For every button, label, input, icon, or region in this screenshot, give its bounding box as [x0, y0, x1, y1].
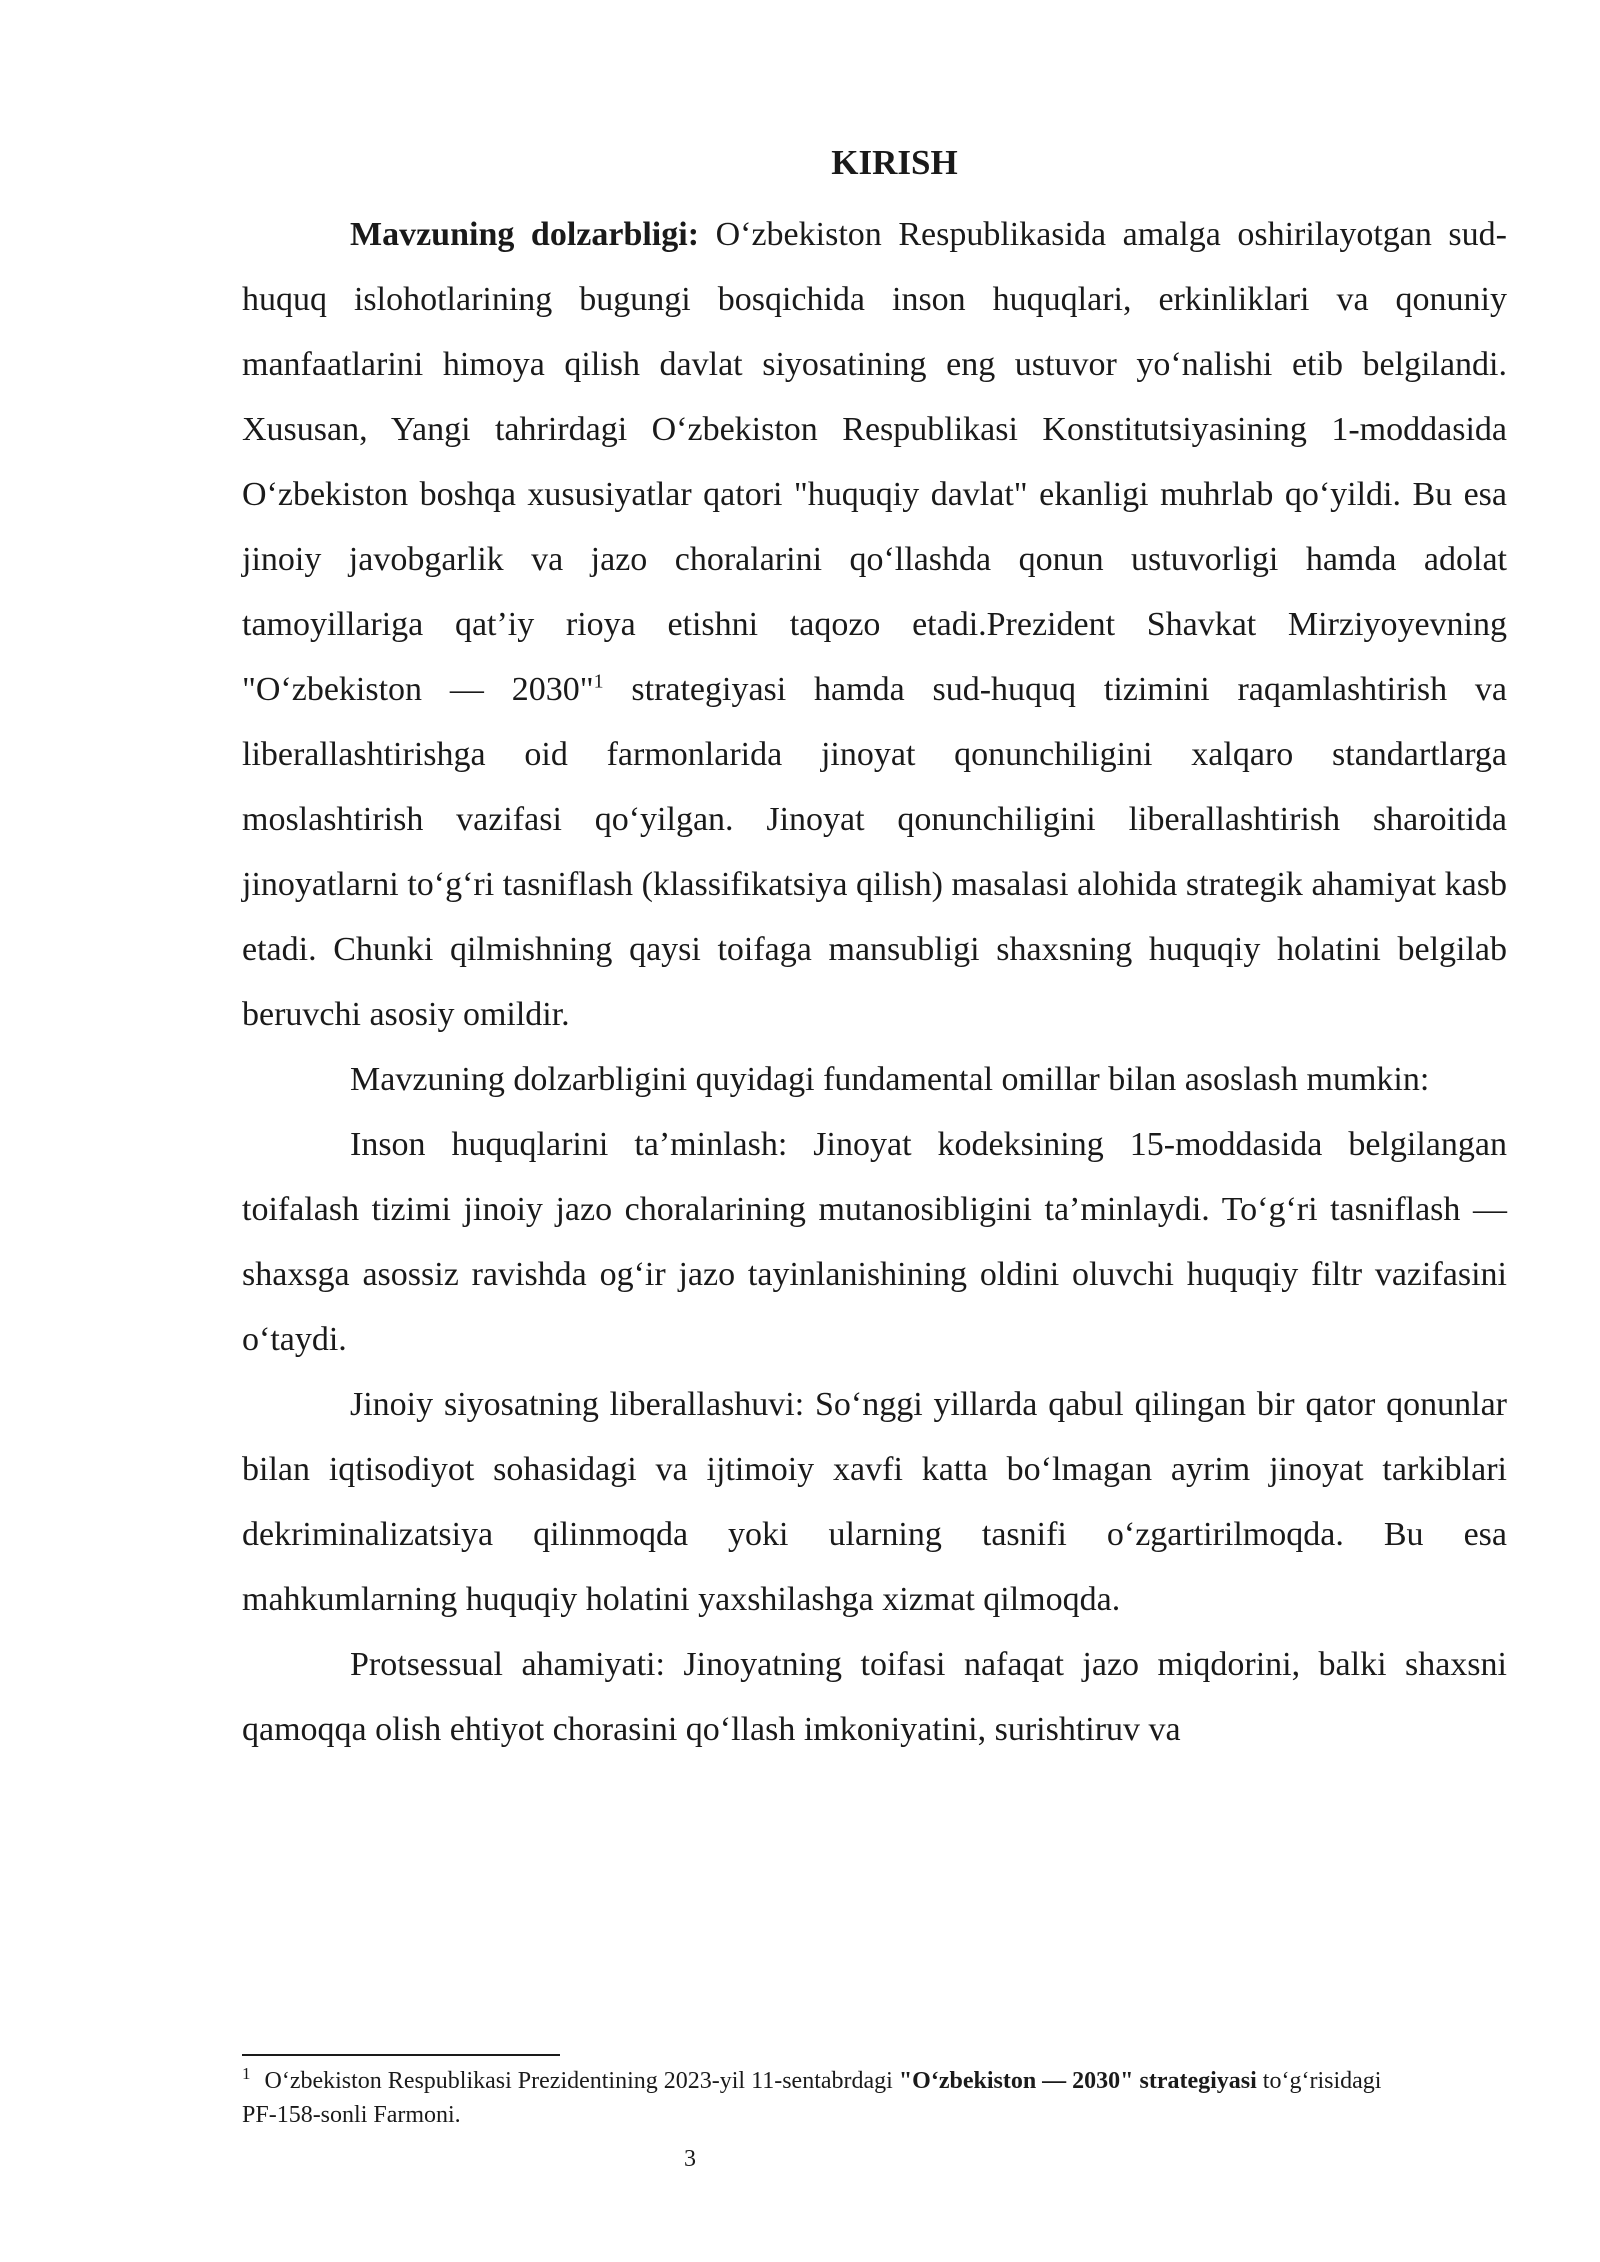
footnote-strong-text: "O‘zbekiston — 2030" strategiyasi: [898, 2068, 1257, 2094]
paragraph-relevance: [242, 202, 1507, 1047]
paragraph-lead: Mavzuning dolzarbligi:: [350, 216, 700, 253]
footnote-text-end: to‘g‘risidagi PF-158-sonli Farmoni.: [242, 2068, 1382, 2128]
page-number: 3: [684, 2146, 696, 2172]
paragraph-procedural: Protsessual ahamiyati: Jinoyatning toifasi nafaqat jazo miqdorini, balki shaxsni qamoqqa olish ehtiyot chorasini qo‘llash imkoniyatini, surishtiruv va: [242, 1646, 1507, 1748]
paragraph-factors-intro: Mavzuning dolzarbligini quyidagi fundamental omillar bilan asoslash mumkin:: [350, 1061, 1430, 1098]
footnote-separator: [242, 2054, 560, 2056]
footnote: [242, 2064, 1392, 2132]
paragraph-human-rights: Inson huquqlarini ta’minlash: Jinoyat kodeksining 15-moddasida belgilangan toifalash tizimi jinoiy jazo choralarining mutanosibligini ta’minlaydi. To‘g‘ri tasniflash — shaxsga asossiz ravishda og‘ir jazo tayinlanishining oldini oluvchi huquqiy filtr vazifasini o‘taydi.: [242, 1126, 1507, 1358]
paragraph-text: O‘zbekiston Respublikasida amalga oshirilayotgan sud-huquq islohotlarining bugungi bosqichida inson huquqlari, erkinliklari va qonuniy manfaatlarini himoya qilish davlat siyosatining eng ustuvor yo‘nalishi etib belgilandi. Xususan, Yangi tahrirdagi O‘zbekiston Respublikasi Konstitutsiyasining 1-moddasida O‘zbekiston boshqa xususiyatlar qatori "huquqiy davlat" ekanligi muhrlab qo‘yildi. Bu esa jinoiy javobgarlik va jazo choralarini qo‘llashda qonun ustuvorligi hamda adolat tamoyillariga qat’iy rioya etishni taqozo etadi.Prezident Shavkat Mirziyoyevning "O‘zbekiston — 2030": [242, 216, 1507, 708]
paragraph-text: strategiyasi hamda sud-huquq tizimini raqamlashtirish va liberallashtirishga oid farmonlarida jinoyat qonunchiligini xalqaro standartlarga moslashtirish vazifasi qo‘yilgan. Jinoyat qonunchiligini liberallashtirish sharoitida jinoyatlarni to‘g‘ri tasniflash (klassifikatsiya qilish) masalasi alohida strategik ahamiyat kasb etadi. Chunki qilmishning qaysi toifaga mansubligi shaxsning huquqiy holatini belgilab beruvchi asosiy omildir.: [242, 671, 1507, 1033]
footnote-number: 1: [242, 2064, 251, 2083]
paragraph-liberalization: Jinoiy siyosatning liberallashuvi: So‘nggi yillarda qabul qilingan bir qator qonunlar bilan iqtisodiyot sohasidagi va ijtimoiy xavfi katta bo‘lmagan ayrim jinoyat tarkiblari dekriminalizatsiya qilinmoqda yoki ularning tasnifi o‘zgartirilmoqda. Bu esa mahkumlarning huquqiy holatini yaxshilashga xizmat qilmoqda.: [242, 1386, 1507, 1618]
section-heading: KIRISH: [831, 143, 958, 182]
footnote-reference[interactable]: 1: [593, 670, 604, 693]
document-page: [242, 138, 1507, 1762]
footnote-text: O‘zbekiston Respublikasi Prezidentining 2023-yil 11-sentabrdagi: [264, 2068, 899, 2094]
